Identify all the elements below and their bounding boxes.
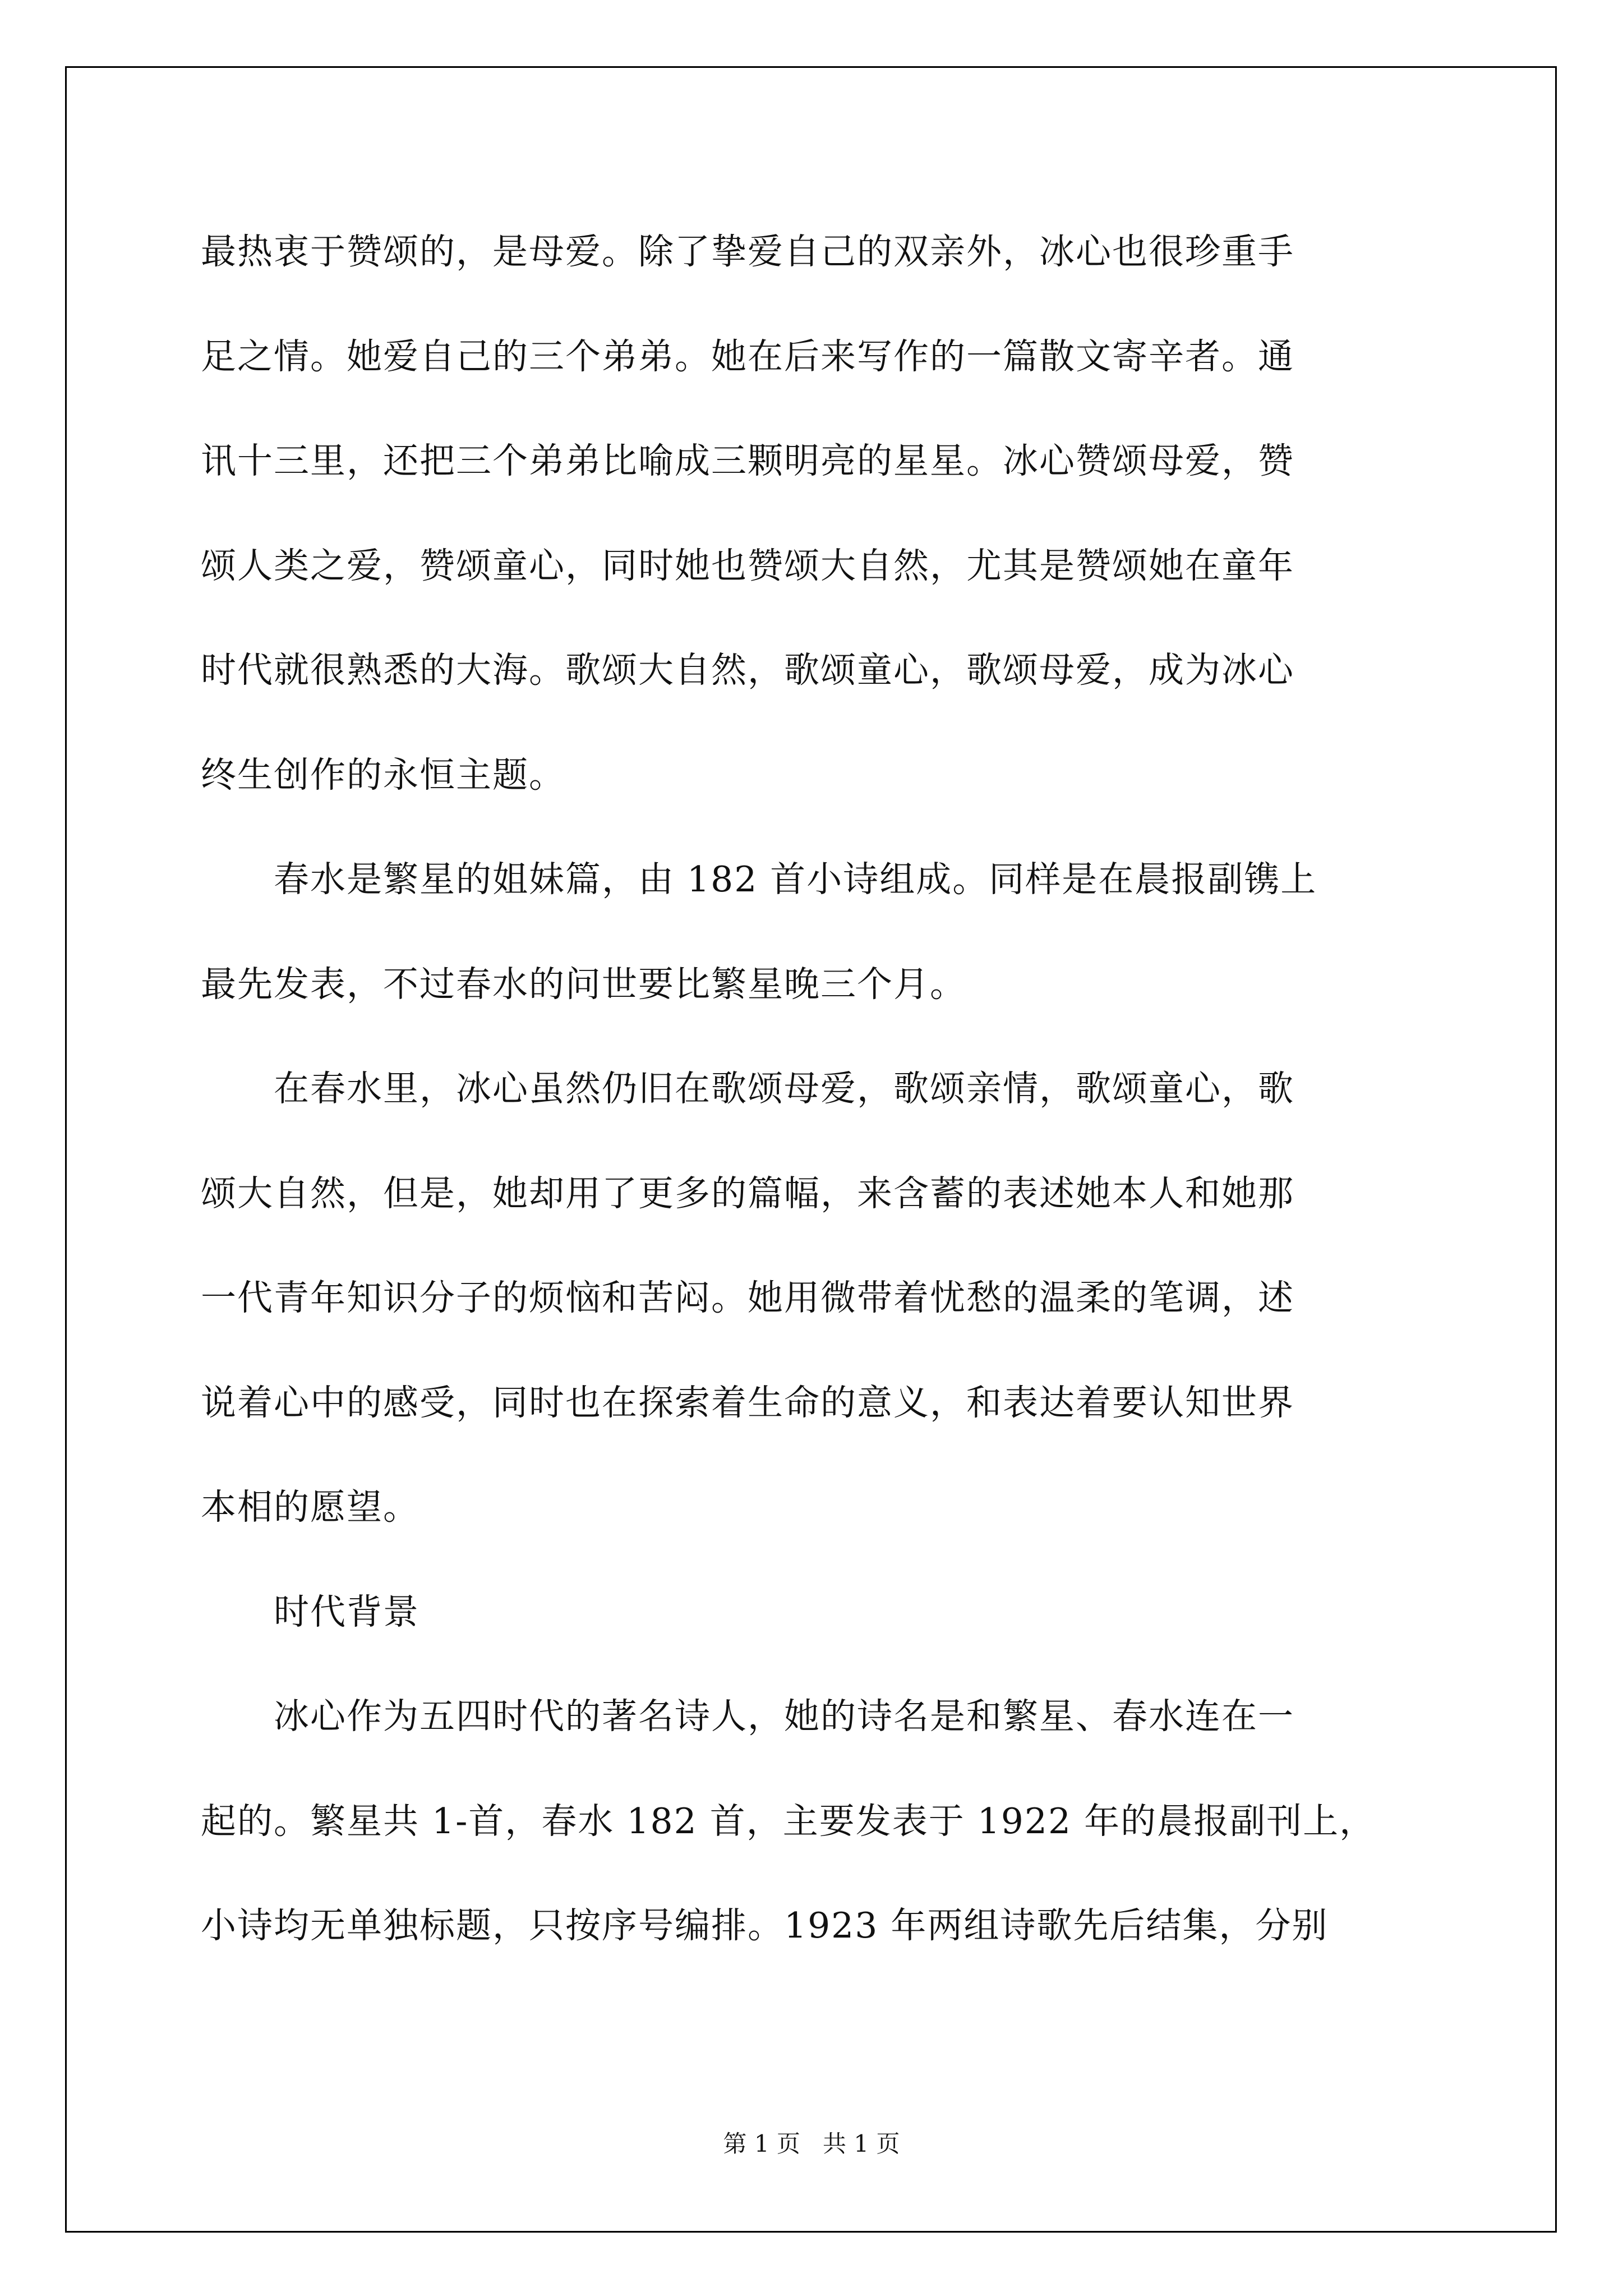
- section-heading: 时代背景: [201, 1591, 419, 1632]
- text-line: 最先发表，不过春水的问世要比繁星晚三个月。: [201, 963, 966, 1005]
- page-total: 共 1 页: [823, 2130, 900, 2157]
- text-line: 起的。繁星共 1-首，春水 182 首，主要发表于 1922 年的晨报副刊上，: [201, 1800, 1376, 1842]
- document-body: [201, 200, 1429, 1978]
- text-line: 终生创作的永恒主题。: [201, 754, 565, 795]
- text-line: 在春水里，冰心虽然仍旧在歌颂母爱，歌颂亲情，歌颂童心，歌: [201, 1068, 1294, 1109]
- text-line: 最热衷于赞颂的，是母爱。除了挚爱自己的双亲外，冰心也很珍重手: [201, 231, 1294, 272]
- text-line: 颂大自然，但是，她却用了更多的篇幅，来含蓄的表述她本人和她那: [201, 1172, 1294, 1214]
- text-line: 时代就很熟悉的大海。歌颂大自然，歌颂童心，歌颂母爱，成为冰心: [201, 650, 1294, 691]
- text-line: 本相的愿望。: [201, 1487, 419, 1527]
- text-line: 春水是繁星的姐妹篇，由 182 首小诗组成。同样是在晨报副镌上: [201, 859, 1317, 900]
- text-line: 足之情。她爱自己的三个弟弟。她在后来写作的一篇散文寄辛者。通: [201, 335, 1294, 377]
- text-line: 小诗均无单独标题，只按序号编排。1923 年两组诗歌先后结集，分别: [201, 1905, 1329, 1946]
- text-line: 讯十三里，还把三个弟弟比喻成三颗明亮的星星。冰心赞颂母爱，赞: [201, 440, 1294, 481]
- page-footer: [0, 2127, 1623, 2161]
- page-number: 第 1 页: [723, 2130, 800, 2157]
- text-line: 说着心中的感受，同时也在探索着生命的意义，和表达着要认知世界: [201, 1382, 1294, 1423]
- text-line: 颂人类之爱，赞颂童心，同时她也赞颂大自然，尤其是赞颂她在童年: [201, 545, 1294, 586]
- text-line: 冰心作为五四时代的著名诗人，她的诗名是和繁星、春水连在一: [201, 1696, 1294, 1737]
- text-line: 一代青年知识分子的烦恼和苦闷。她用微带着忧愁的温柔的笔调，述: [201, 1277, 1294, 1318]
